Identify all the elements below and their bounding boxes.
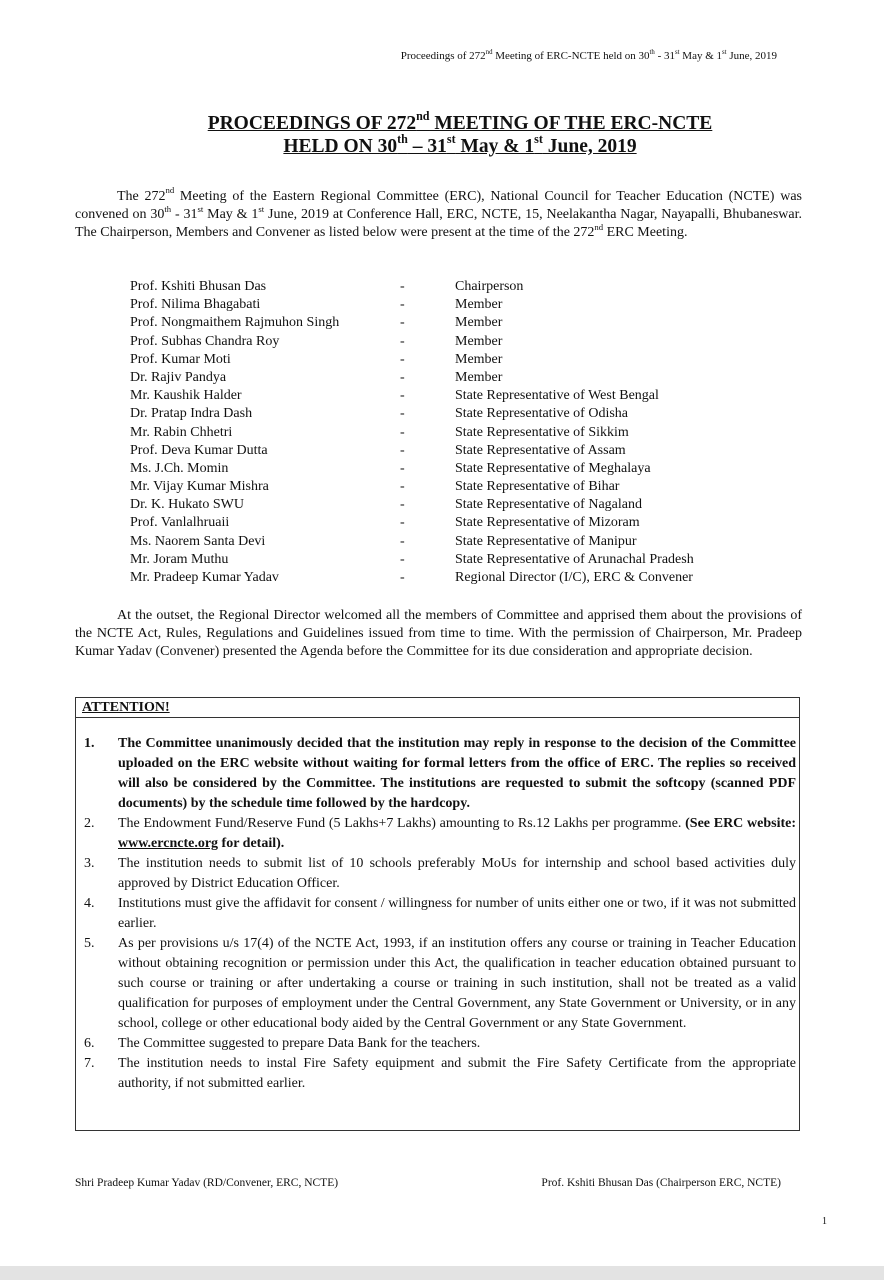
running-header: Proceedings of 272nd Meeting of ERC-NCTE held on 30th - 31st May & 1st June, 2019 bbox=[400, 48, 777, 62]
attention-item: 4. Institutions must give the affidavit for consent / willingness for number of units either one or two, if it was not submitted earlier. bbox=[84, 896, 796, 931]
member-row: Ms. J.Ch. Momin - State Representative of Meghalaya bbox=[130, 460, 651, 476]
erc-website-link[interactable]: www.ercncte.org bbox=[118, 836, 219, 851]
member-row: Prof. Nongmaithem Rajmuhon Singh - Member bbox=[130, 315, 503, 331]
member-row: Dr. Pratap Indra Dash - State Representative of Odisha bbox=[130, 406, 629, 422]
attention-box bbox=[75, 697, 800, 1131]
title-line-2: HELD ON 30th – 31st May & 1st June, 2019 bbox=[283, 132, 637, 157]
signature-chairperson: Prof. Kshiti Bhusan Das (Chairperson ERC, NCTE) bbox=[541, 1177, 781, 1189]
attention-divider bbox=[76, 717, 799, 718]
page-number: 1 bbox=[822, 1216, 827, 1227]
title-line-1: PROCEEDINGS OF 272nd MEETING OF THE ERC-NCTE bbox=[207, 109, 713, 134]
attention-item: 5. As per provisions u/s 17(4) of the NCTE Act, 1993, if an institution offers any course or training in Teacher Education without obtaining recognition or permission under this Act, the qualification in teacher education obtained pursuant to such course or training or after undertaking a course or training in such institution, shall not be treated as a valid qualification for purposes of employment under the Central Government, any State Government or University, or in any school, college or other educational body aided by the Central Government or any State Government. bbox=[84, 936, 796, 1031]
attention-item: 2. The Endowment Fund/Reserve Fund (5 Lakhs+7 Lakhs) amounting to Rs.12 Lakhs per programme. (See ERC website: www.ercncte.org for detail). bbox=[84, 816, 796, 851]
member-row: Prof. Kshiti Bhusan Das - Chairperson bbox=[130, 279, 524, 294]
attention-item: 6. The Committee suggested to prepare Data Bank for the teachers. bbox=[84, 1036, 481, 1051]
member-row: Mr. Kaushik Halder - State Representative of West Bengal bbox=[130, 388, 659, 404]
page-title bbox=[0, 109, 884, 158]
attention-item: 1. The Committee unanimously decided that the institution may reply in response to the decision of the Committee uploaded on the ERC website without waiting for formal letters from the office of ERC. The replies so received will also be considered by the Committee. The institutions are requested to submit the softcopy (scanned PDF documents) by the schedule time followed by the hardcopy. bbox=[84, 736, 796, 811]
member-row: Prof. Subhas Chandra Roy - Member bbox=[130, 333, 503, 349]
member-row: Ms. Naorem Santa Devi - State Representative of Manipur bbox=[130, 533, 637, 549]
intro-paragraph: The 272nd Meeting of the Eastern Regional Committee (ERC), National Council for Teacher Education (NCTE) was convened on 30th - 31st May & 1st June, 2019 at Conference Hall, ERC, NCTE, 15, Neelakantha Nagar, Nayapalli, Bhubaneswar. The Chairperson, Members and Convener as listed below were present at the time of the 272nd ERC Meeting. bbox=[75, 185, 802, 241]
attention-item: 3. The institution needs to submit list of 10 schools preferably MoUs for internship and school based activities duly approved by District Education Officer. bbox=[84, 856, 796, 891]
member-row: Dr. K. Hukato SWU - State Representative of Nagaland bbox=[130, 497, 642, 513]
members-list bbox=[130, 278, 810, 587]
attention-item: 7. The institution needs to instal Fire Safety equipment and submit the Fire Safety Certificate from the appropriate authority, if not submitted earlier. bbox=[84, 1056, 796, 1091]
member-row: Mr. Pradeep Kumar Yadav - Regional Director (I/C), ERC & Convener bbox=[130, 570, 693, 585]
member-row: Prof. Vanlalhruaii - State Representative of Mizoram bbox=[130, 515, 640, 531]
member-row: Prof. Kumar Moti - Member bbox=[130, 351, 503, 367]
member-row: Mr. Joram Muthu - State Representative of Arunachal Pradesh bbox=[130, 551, 694, 567]
attention-list bbox=[84, 734, 796, 1094]
signature-convener: Shri Pradeep Kumar Yadav (RD/Convener, ERC, NCTE) bbox=[75, 1177, 339, 1189]
outset-paragraph: At the outset, the Regional Director welcomed all the members of Committee and apprised them about the provisions of the NCTE Act, Rules, Regulations and Guidelines issued from time to time. With the permission of Chairperson, Mr. Pradeep Kumar Yadav (Convener) presented the Agenda before the Committee for its due consideration and appropriate decision. bbox=[75, 608, 802, 660]
member-row: Dr. Rajiv Pandya - Member bbox=[130, 369, 503, 385]
member-row: Prof. Deva Kumar Dutta - State Representative of Assam bbox=[130, 442, 626, 458]
viewer-bottom-edge bbox=[0, 1266, 884, 1280]
member-row: Mr. Vijay Kumar Mishra - State Representative of Bihar bbox=[130, 479, 620, 495]
member-row: Mr. Rabin Chhetri - State Representative of Sikkim bbox=[130, 424, 629, 440]
attention-heading: ATTENTION! bbox=[82, 700, 170, 715]
member-row: Prof. Nilima Bhagabati - Member bbox=[130, 297, 503, 313]
